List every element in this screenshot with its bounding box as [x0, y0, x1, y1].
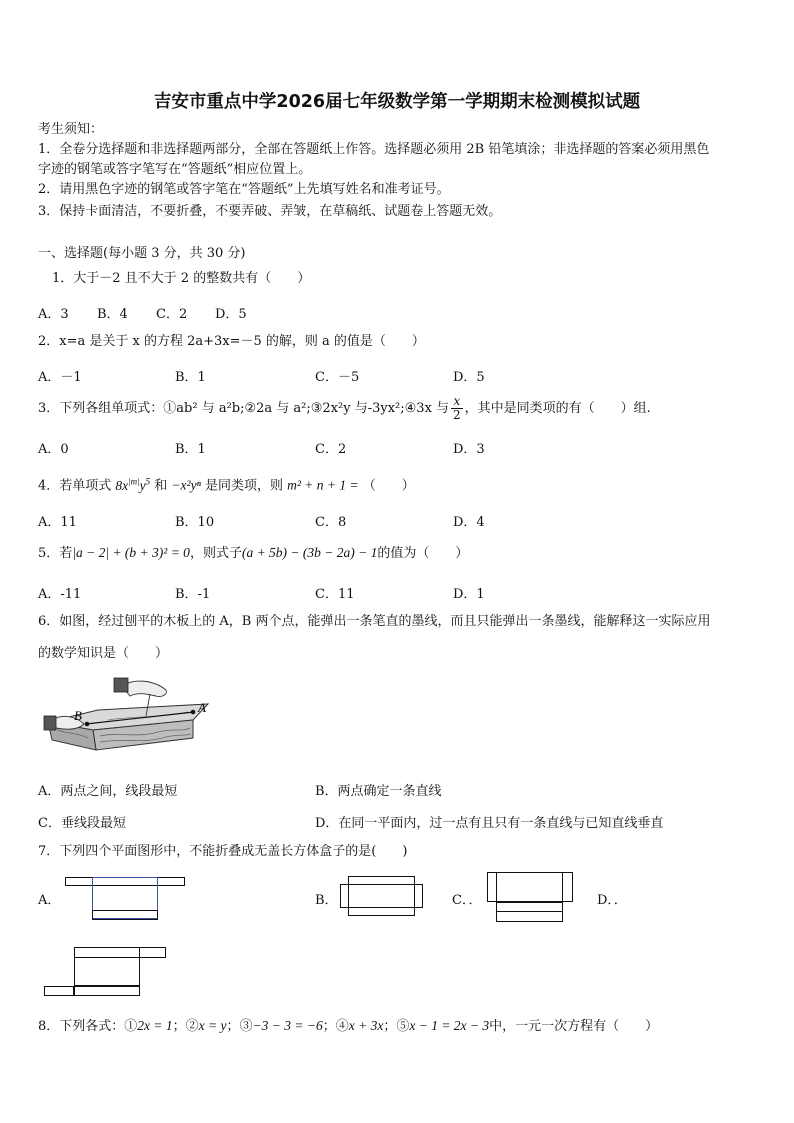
- q4-option-a: A．11: [38, 515, 77, 530]
- q8-sep-1: ；②: [172, 1019, 199, 1034]
- q4-option-b: B．10: [175, 515, 215, 530]
- q1-stem: 1．大于－2 且不大于 2 的整数共有（ ）: [52, 271, 311, 286]
- notice-item-1: 1．全卷分选择题和非选择题两部分，全部在答题纸上作答。选择题必须用 2B 铅笔填涂；非选择题的答案必须用黑色: [38, 142, 710, 157]
- q5-option-b: B．-1: [175, 587, 211, 602]
- q3-fraction: [451, 395, 463, 422]
- q7-option-c-label: C．．: [452, 893, 482, 908]
- q7-option-b-label: B．: [315, 893, 338, 908]
- q4-expression-2: −x²yⁿ: [171, 477, 201, 493]
- q6-stem-line-2: 的数学知识是（ ）: [38, 646, 169, 661]
- q8-sep-3: ；④: [322, 1019, 349, 1034]
- q1-option-b: B．4: [97, 307, 128, 322]
- q3-stem-a: 3．下列各组单项式：①ab² 与 a²b;②2a 与 a²;③2x²y 与-3yx²;④3x 与: [38, 401, 450, 416]
- q4-option-d: D．4: [453, 515, 485, 530]
- q4-expression-1: $8x^{|m|}y^5$: [115, 476, 151, 493]
- q4-expression-3: m² + n + 1 =: [287, 477, 359, 493]
- q2-option-b: B．1: [175, 370, 206, 385]
- q6-point-b-label: B: [74, 708, 82, 723]
- q5-option-c: C．11: [315, 587, 355, 602]
- q6-option-b: B．两点确定一条直线: [315, 784, 442, 799]
- page-title: 吉安市重点中学2026届七年级数学第一学期期末检测模拟试题: [153, 92, 641, 112]
- notice-item-3: 3．保持卡面清洁，不要折叠，不要弄破、弄皱，在草稿纸、试题卷上答题无效。: [38, 204, 502, 219]
- q5-expression-1: |a − 2| + (b + 3)² = 0: [72, 545, 190, 560]
- q4-stem-b: 是同类项，则: [204, 478, 283, 494]
- q6-wood-board-figure: [38, 672, 218, 760]
- q3-option-b: B．1: [175, 442, 206, 457]
- q3-stem: [38, 395, 651, 422]
- q4-stem: [38, 472, 415, 496]
- q2-option-a: A．－1: [38, 370, 82, 385]
- q6-point-a-label: A: [198, 700, 206, 715]
- q3-option-d: D．3: [453, 442, 485, 457]
- q2-stem: 2．x=a 是关于 x 的方程 2a+3x=－5 的解，则 a 的值是（ ）: [38, 334, 425, 349]
- q5-stem-b: ，则式子: [189, 546, 242, 561]
- q1-option-a: A．3: [38, 307, 69, 322]
- section-heading: 一、选择题(每小题 3 分，共 30 分): [38, 246, 246, 261]
- q8-sep-2: ；③: [226, 1019, 253, 1034]
- q1-option-d: D．5: [215, 307, 247, 322]
- q4-mid: 和: [154, 478, 168, 494]
- q4-stem-a: 4．若单项式: [38, 478, 112, 494]
- q5-stem: [38, 544, 468, 563]
- q3-fraction-numerator: x: [451, 395, 463, 409]
- q7-stem: 7．下列四个平面图形中，不能折叠成无盖长方体盒子的是( ): [38, 844, 408, 859]
- notice-item-1-cont: 字迹的钢笔或答字笔写在“答题纸”相应位置上。: [38, 162, 312, 177]
- q3-stem-b: ，其中是同类项的有（ ）组.: [464, 401, 651, 416]
- q2-option-d: D．5: [453, 370, 485, 385]
- q4-stem-c: （ ）: [362, 478, 415, 494]
- notice-item-2: 2．请用黑色字迹的钢笔或答字笔在“答题纸”上先填写姓名和准考证号。: [38, 182, 450, 197]
- q8-expression-4: x + 3x: [348, 1018, 384, 1033]
- q8-stem: [38, 1017, 658, 1036]
- q5-expression-2: (a + 5b) − (3b − 2a) − 1: [241, 545, 378, 560]
- notice-heading: 考生须知：: [38, 122, 104, 137]
- q5-option-d: D．1: [453, 587, 485, 602]
- q4-option-c: C．8: [315, 515, 347, 530]
- q8-sep-4: ；⑤: [383, 1019, 410, 1034]
- q3-option-c: C．2: [315, 442, 347, 457]
- q5-stem-a: 5．若: [38, 546, 73, 561]
- q8-stem-b: 中，一元一次方程有（ ）: [489, 1019, 659, 1034]
- q7-option-d-label: D．．: [597, 893, 627, 908]
- q2-option-c: C．－5: [315, 370, 360, 385]
- q3-option-a: A．0: [38, 442, 69, 457]
- q8-expression-1: 2x = 1: [137, 1018, 173, 1033]
- q3-fraction-denominator: 2: [453, 408, 461, 422]
- q5-stem-c: 的值为（ ）: [377, 546, 469, 561]
- q6-stem-line-1: 6．如图，经过刨平的木板上的 A，B 两个点，能弹出一条笔直的墨线，而且只能弹出一条墨线，能解释这一实际应用: [38, 614, 711, 629]
- q1-option-c: C．2: [156, 307, 188, 322]
- q6-option-c: C．垂线段最短: [38, 816, 126, 831]
- q8-expression-2: x = y: [198, 1018, 227, 1033]
- q8-stem-a: 8．下列各式：①: [38, 1019, 138, 1034]
- q6-option-d: D．在同一平面内，过一点有且只有一条直线与已知直线垂直: [315, 816, 664, 831]
- q5-option-a: A．-11: [38, 587, 82, 602]
- q8-expression-5: x − 1 = 2x − 3: [409, 1018, 490, 1033]
- q8-expression-3: −3 − 3 = −6: [252, 1018, 323, 1033]
- q6-option-a: A．两点之间，线段最短: [38, 784, 178, 799]
- q7-option-a-label: A．: [38, 893, 61, 908]
